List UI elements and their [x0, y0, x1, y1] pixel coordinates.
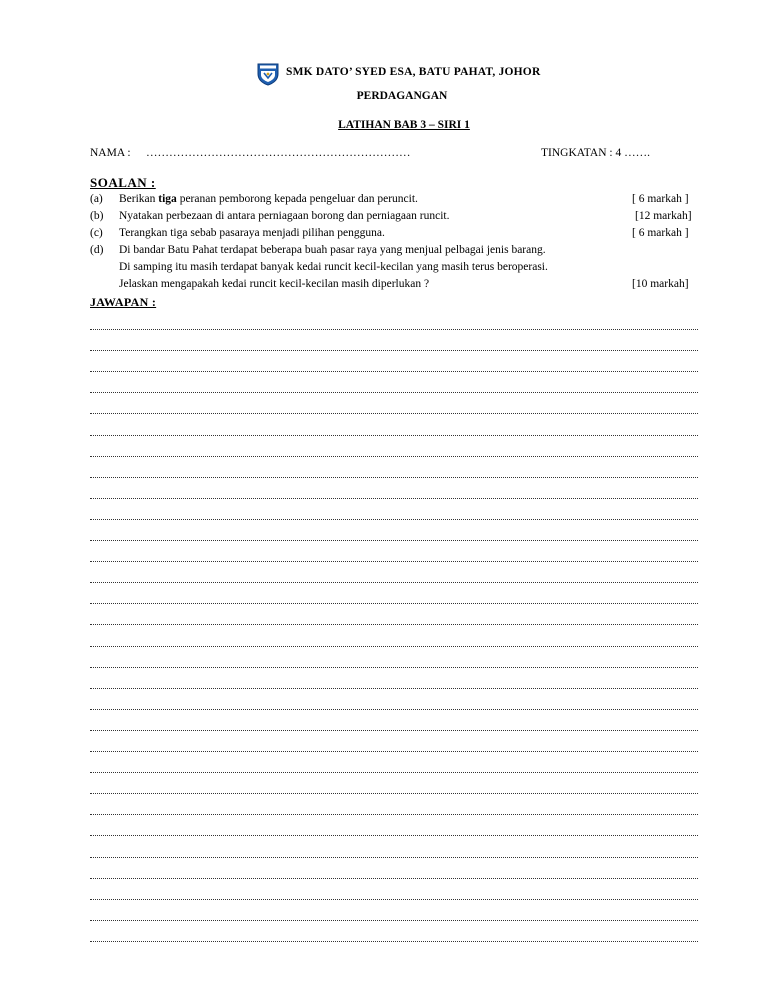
answer-line[interactable]	[90, 477, 698, 478]
question-letter: (c)	[90, 227, 103, 239]
school-name: SMK DATO’ SYED ESA, BATU PAHAT, JOHOR	[286, 66, 541, 78]
answers-heading: JAWAPAN :	[90, 295, 157, 309]
answer-line[interactable]	[90, 730, 698, 731]
exercise-title: LATIHAN BAB 3 – SIRI 1	[338, 119, 470, 131]
answer-line[interactable]	[90, 624, 698, 625]
answer-line[interactable]	[90, 456, 698, 457]
question-text	[119, 193, 418, 205]
answer-line[interactable]	[90, 519, 698, 520]
answer-line[interactable]	[90, 540, 698, 541]
answer-line[interactable]	[90, 435, 698, 436]
answer-line[interactable]	[90, 646, 698, 647]
question-marks: [10 markah]	[632, 278, 689, 290]
school-crest-icon	[256, 62, 280, 86]
answer-line[interactable]	[90, 603, 698, 604]
answer-line[interactable]	[90, 941, 698, 942]
question-letter: (d)	[90, 244, 104, 256]
answer-line[interactable]	[90, 688, 698, 689]
question-text: Jelaskan mengapakah kedai runcit kecil-kecilan masih diperlukan ?	[119, 278, 430, 290]
answer-line[interactable]	[90, 498, 698, 499]
subject-title: PERDAGANGAN	[356, 90, 448, 102]
question-marks: [ 6 markah ]	[632, 193, 689, 205]
answer-line[interactable]	[90, 814, 698, 815]
question-text: Di bandar Batu Pahat terdapat beberapa buah pasar raya yang menjual pelbagai jenis barang.	[119, 244, 546, 256]
answer-line[interactable]	[90, 350, 698, 351]
answer-line[interactable]	[90, 709, 698, 710]
answer-line[interactable]	[90, 772, 698, 773]
answer-line[interactable]	[90, 413, 698, 414]
answer-line[interactable]	[90, 857, 698, 858]
form-level-field[interactable]: TINGKATAN : 4 …….	[541, 147, 650, 159]
answer-line[interactable]	[90, 329, 698, 330]
question-letter: (b)	[90, 210, 104, 222]
question-text: Terangkan tiga sebab pasaraya menjadi pilihan pengguna.	[119, 227, 385, 239]
answer-line[interactable]	[90, 371, 698, 372]
answer-line[interactable]	[90, 561, 698, 562]
answer-line[interactable]	[90, 835, 698, 836]
question-letter: (a)	[90, 193, 103, 205]
question-text: Nyatakan perbezaan di antara perniagaan borong dan perniagaan runcit.	[119, 210, 450, 222]
question-text: Di samping itu masih terdapat banyak kedai runcit kecil-kecilan yang masih terus beroperasi.	[119, 261, 548, 273]
answer-line[interactable]	[90, 392, 698, 393]
questions-heading: SOALAN :	[90, 175, 156, 190]
answer-line[interactable]	[90, 793, 698, 794]
answer-line[interactable]	[90, 582, 698, 583]
document-header	[0, 62, 768, 86]
question-text-line: Berikan tiga peranan pemborong kepada pengeluar dan peruncit.	[119, 193, 418, 205]
question-marks: [12 markah]	[635, 210, 692, 222]
question-marks: [ 6 markah ]	[632, 227, 689, 239]
answer-line[interactable]	[90, 667, 698, 668]
answer-line[interactable]	[90, 751, 698, 752]
name-label: NAMA :	[90, 147, 131, 159]
answer-line[interactable]	[90, 899, 698, 900]
name-field[interactable]: ……………………………………………………………	[146, 147, 411, 159]
answer-line[interactable]	[90, 920, 698, 921]
answer-line[interactable]	[90, 878, 698, 879]
